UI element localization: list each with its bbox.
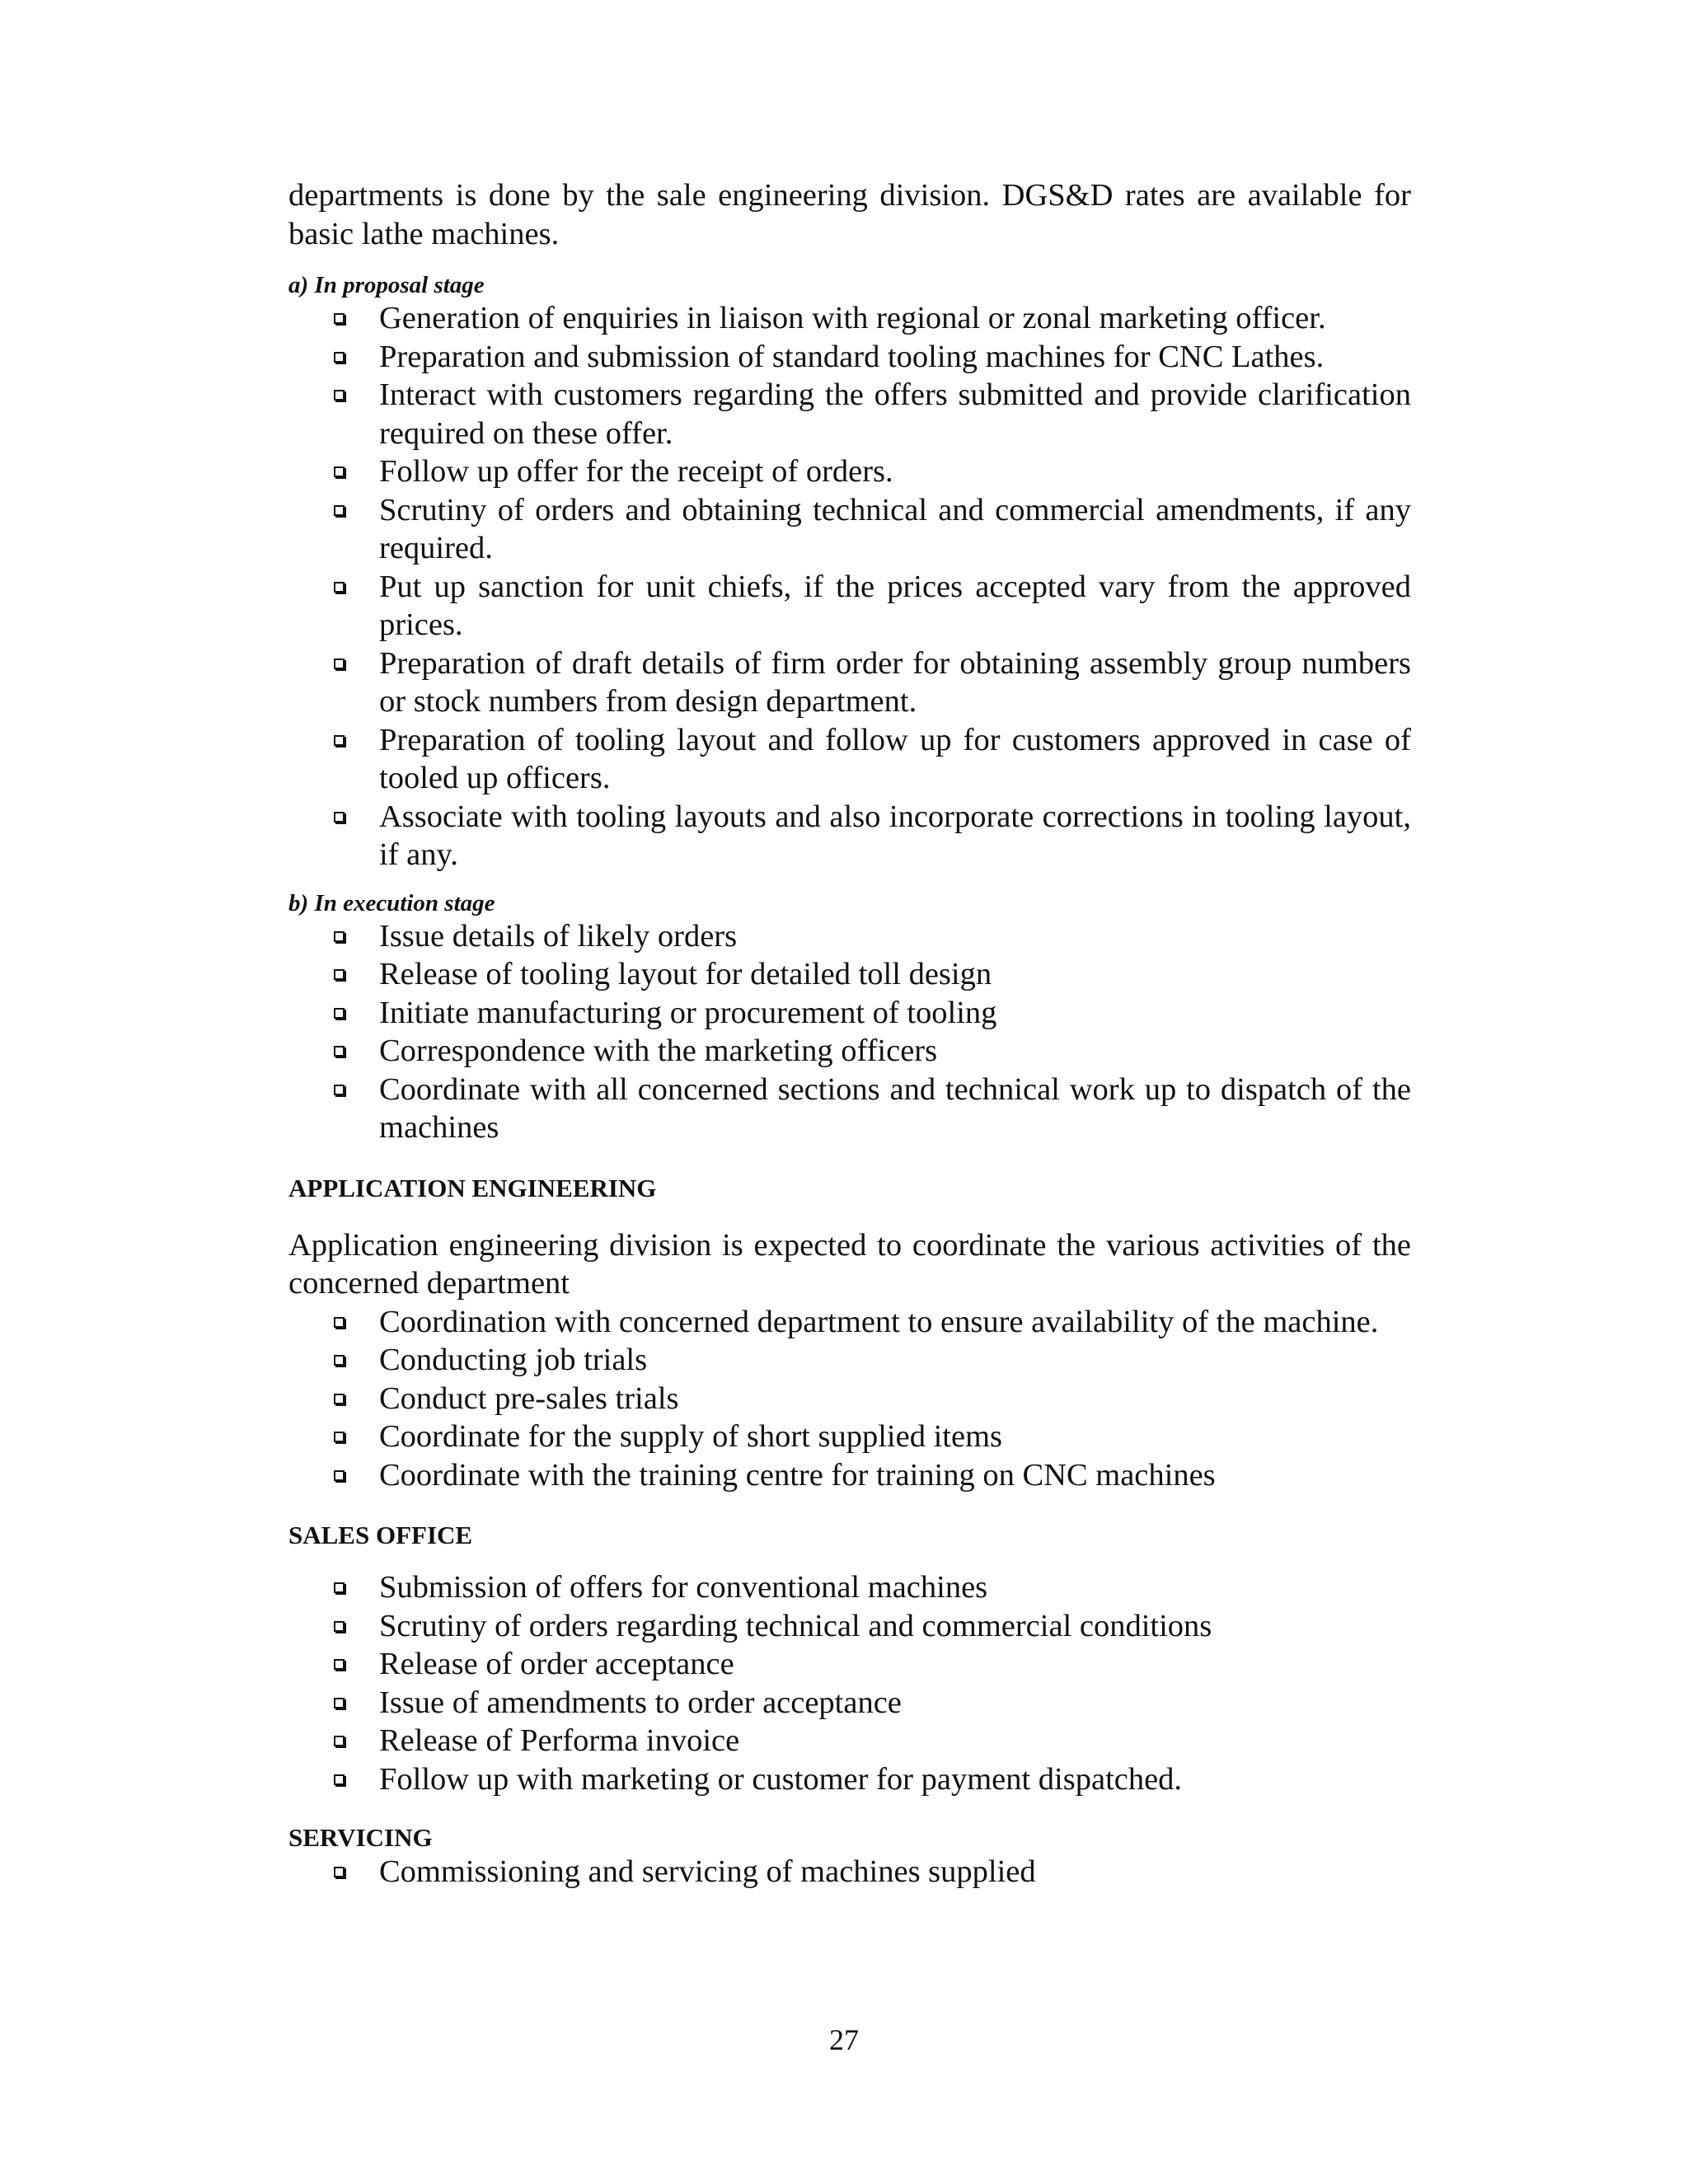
checkbox-bullet-icon	[334, 1355, 345, 1366]
list-item: Scrutiny of orders regarding technical and commercial conditions	[379, 1607, 1411, 1646]
list-item: Put up sanction for unit chiefs, if the prices accepted vary from the approved prices.	[379, 568, 1411, 644]
proposal-stage-list	[288, 299, 1411, 874]
list-item: Preparation of tooling layout and follow up for customers approved in case of tooled up officers.	[379, 721, 1411, 798]
list-item: Follow up offer for the receipt of orders.	[379, 452, 1411, 491]
application-engineering-list	[288, 1303, 1411, 1495]
list-item: Scrutiny of orders and obtaining technical and commercial amendments, if any required.	[379, 491, 1411, 568]
execution-stage-list	[288, 917, 1411, 1147]
list-item: Coordinate with the training centre for training on CNC machines	[379, 1456, 1411, 1495]
list-item: Issue of amendments to order acceptance	[379, 1684, 1411, 1722]
execution-stage-heading: b) In execution stage	[288, 889, 495, 916]
checkbox-bullet-icon	[334, 1736, 345, 1746]
list-item: Coordinate with all concerned sections and technical work up to dispatch of the machines	[379, 1071, 1411, 1147]
checkbox-bullet-icon	[334, 1867, 345, 1877]
checkbox-bullet-icon	[334, 812, 345, 823]
checkbox-bullet-icon	[334, 931, 345, 942]
list-item: Coordinate for the supply of short supplied items	[379, 1418, 1411, 1456]
checkbox-bullet-icon	[334, 1582, 345, 1593]
list-item: Associate with tooling layouts and also incorporate corrections in tooling layout, if any.	[379, 798, 1411, 874]
list-item: Initiate manufacturing or procurement of tooling	[379, 994, 1411, 1033]
list-item: Generation of enquiries in liaison with regional or zonal marketing officer.	[379, 299, 1411, 338]
checkbox-bullet-icon	[334, 1621, 345, 1632]
checkbox-bullet-icon	[334, 582, 345, 593]
list-item: Release of tooling layout for detailed toll design	[379, 955, 1411, 994]
list-item: Issue details of likely orders	[379, 917, 1411, 956]
application-engineering-heading: APPLICATION ENGINEERING	[288, 1173, 657, 1202]
document-page	[288, 176, 1411, 1891]
checkbox-bullet-icon	[334, 313, 345, 324]
checkbox-bullet-icon	[334, 1317, 345, 1328]
list-item: Preparation and submission of standard tooling machines for CNC Lathes.	[379, 338, 1411, 377]
checkbox-bullet-icon	[334, 390, 345, 401]
checkbox-bullet-icon	[334, 352, 345, 363]
checkbox-bullet-icon	[334, 658, 345, 669]
list-item: Follow up with marketing or customer for payment dispatched.	[379, 1760, 1411, 1799]
intro-paragraph: departments is done by the sale engineering division. DGS&D rates are available for basic lathe machines.	[288, 178, 1411, 251]
checkbox-bullet-icon	[334, 505, 345, 516]
proposal-stage-heading: a) In proposal stage	[288, 272, 485, 298]
checkbox-bullet-icon	[334, 1698, 345, 1708]
list-item: Release of Performa invoice	[379, 1722, 1411, 1760]
list-item: Submission of offers for conventional machines	[379, 1568, 1411, 1607]
list-item: Correspondence with the marketing officers	[379, 1032, 1411, 1071]
application-engineering-paragraph: Application engineering division is expected to coordinate the various activities of the concerned department	[288, 1227, 1411, 1301]
checkbox-bullet-icon	[334, 1659, 345, 1670]
checkbox-bullet-icon	[334, 969, 345, 980]
list-item: Conducting job trials	[379, 1341, 1411, 1380]
sales-office-list	[288, 1568, 1411, 1798]
checkbox-bullet-icon	[334, 1085, 345, 1095]
checkbox-bullet-icon	[334, 1046, 345, 1057]
list-item: Interact with customers regarding the offers submitted and provide clarification required on these offer.	[379, 376, 1411, 452]
list-item: Preparation of draft details of firm order for obtaining assembly group numbers or stock numbers from design department.	[379, 644, 1411, 721]
checkbox-bullet-icon	[334, 1008, 345, 1019]
list-item: Coordination with concerned department to ensure availability of the machine.	[379, 1303, 1411, 1342]
checkbox-bullet-icon	[334, 466, 345, 477]
checkbox-bullet-icon	[334, 1774, 345, 1785]
checkbox-bullet-icon	[334, 1432, 345, 1442]
checkbox-bullet-icon	[334, 1470, 345, 1481]
sales-office-heading: SALES OFFICE	[288, 1521, 473, 1549]
checkbox-bullet-icon	[334, 1394, 345, 1404]
checkbox-bullet-icon	[334, 735, 345, 746]
list-item: Release of order acceptance	[379, 1645, 1411, 1684]
list-item: Commissioning and servicing of machines supplied	[379, 1853, 1411, 1891]
servicing-heading: SERVICING	[288, 1823, 433, 1852]
servicing-list	[288, 1853, 1411, 1891]
list-item: Conduct pre-sales trials	[379, 1380, 1411, 1418]
page-number: 27	[829, 2023, 859, 2056]
